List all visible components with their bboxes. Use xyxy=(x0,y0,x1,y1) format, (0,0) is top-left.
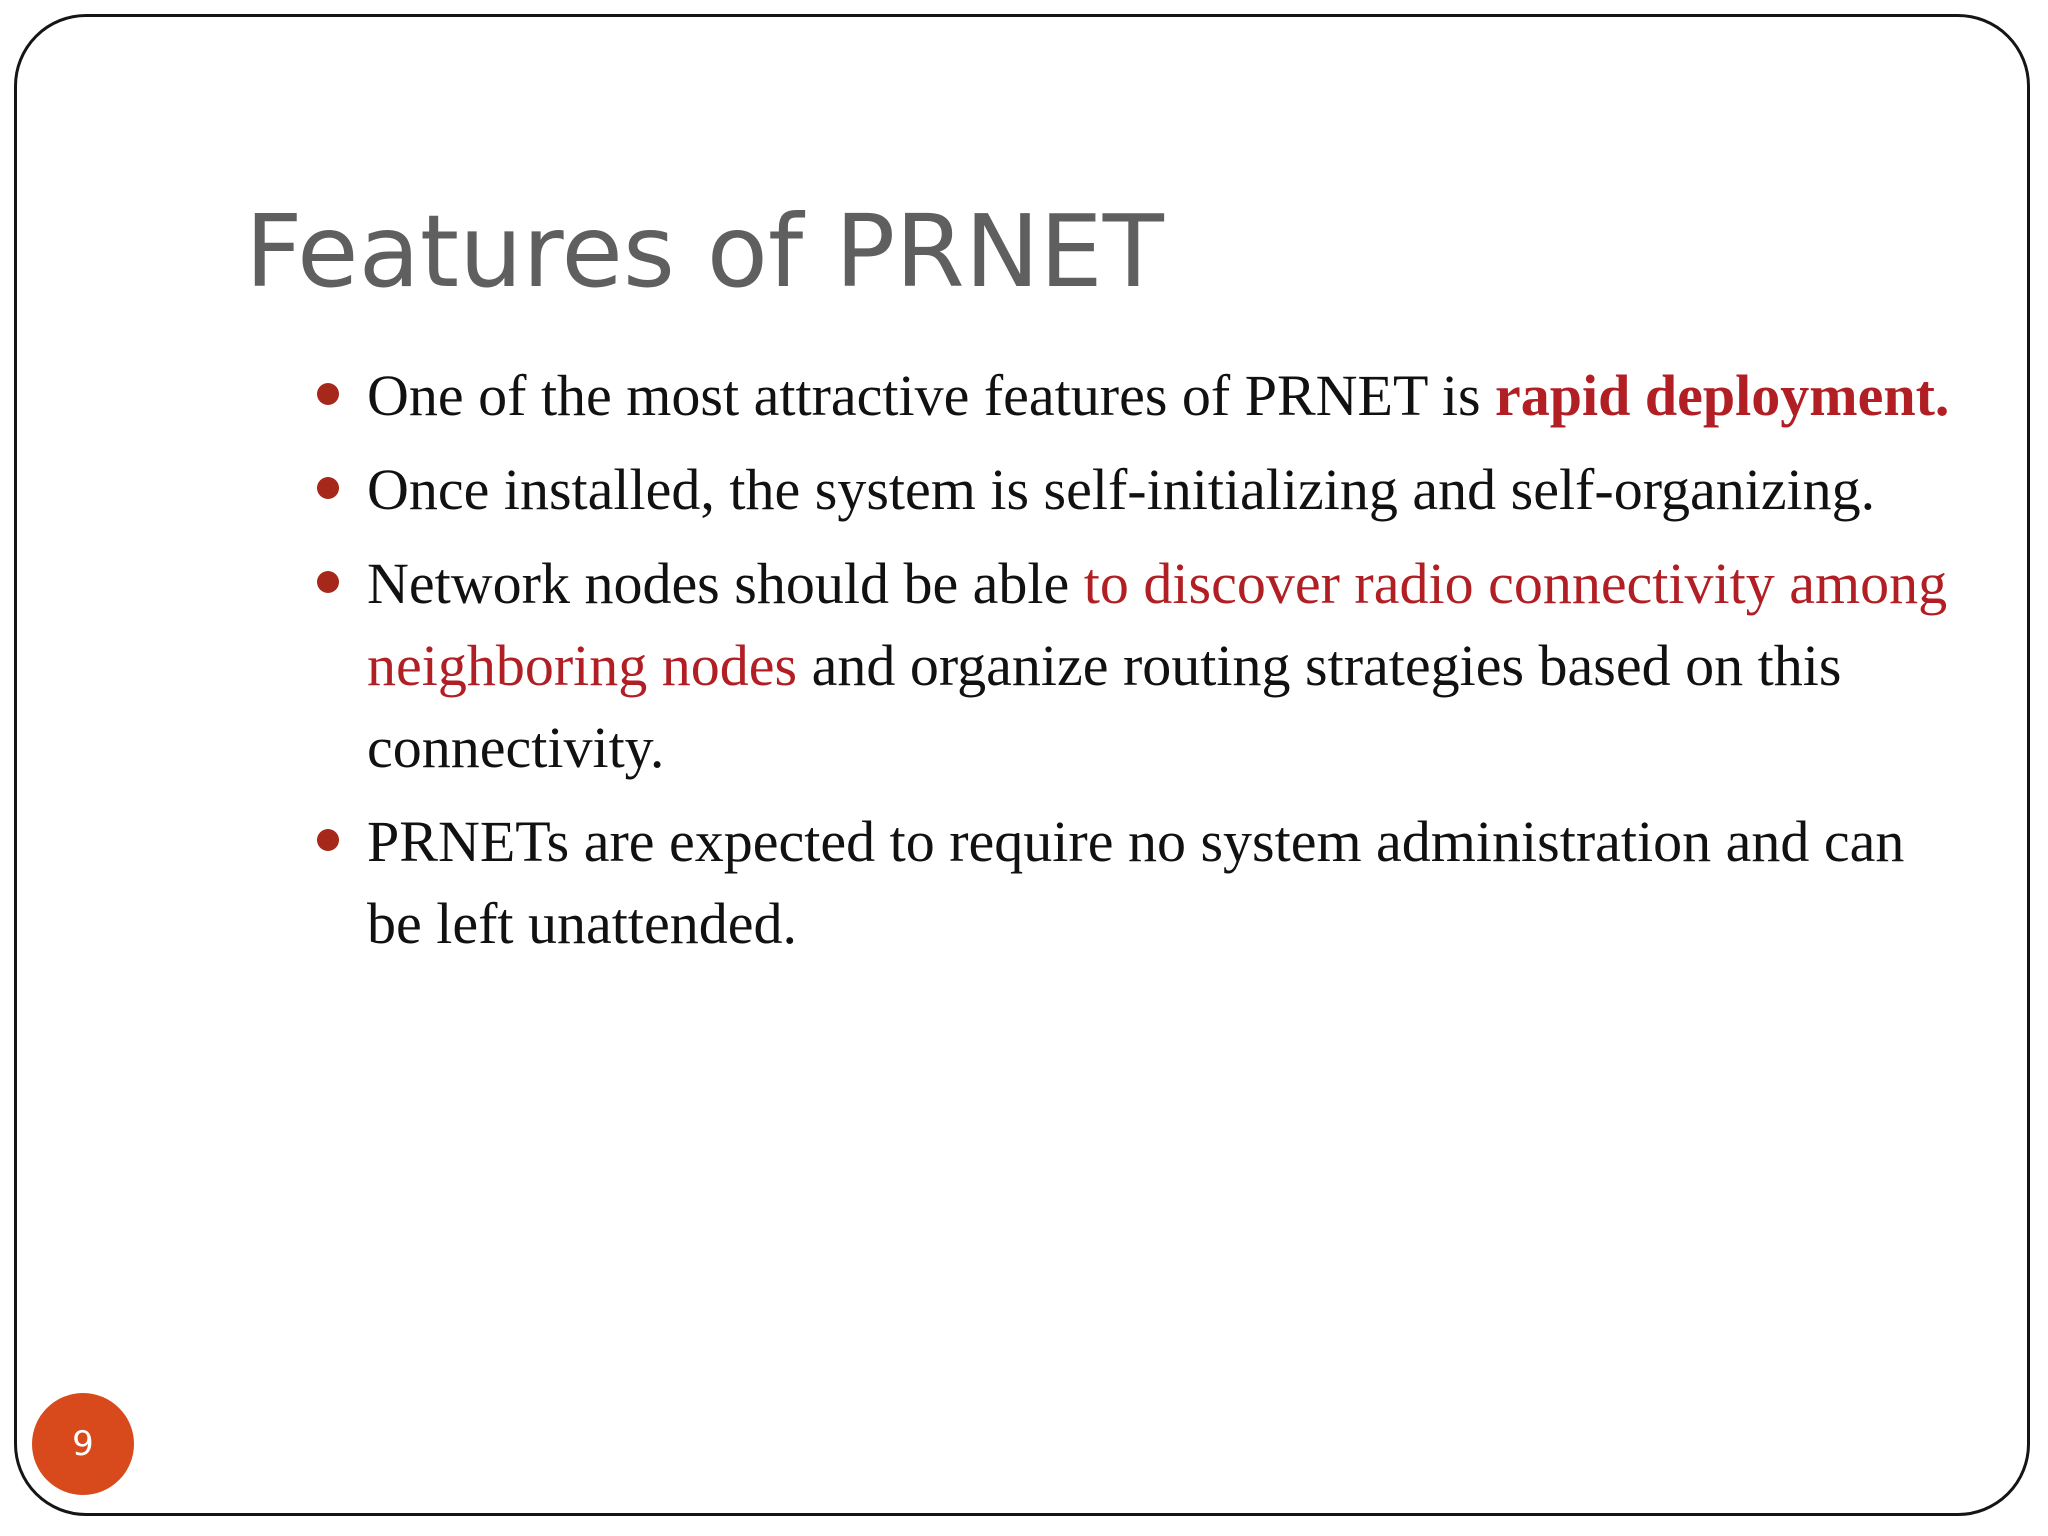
page-number-badge: 9 xyxy=(32,1393,134,1495)
bullet-dot-icon xyxy=(317,477,339,499)
bullet-text: One of the most attractive features of PRNET is xyxy=(367,363,1496,428)
slide-title: Features of PRNET xyxy=(245,193,1164,310)
bullet-item-self-organizing xyxy=(313,449,1953,531)
bullet-dot-icon xyxy=(317,383,339,405)
bullet-dot-icon xyxy=(317,571,339,593)
bullet-text: Network nodes should be able xyxy=(367,551,1084,616)
bullet-text-after: and organize routing strategies based on this connectivity. xyxy=(367,633,1842,780)
slide-frame xyxy=(14,14,2030,1516)
bullet-item-unattended xyxy=(313,801,1953,965)
bullet-dot-icon xyxy=(317,829,339,851)
bullet-text: Once installed, the system is self-initializing and self-organizing. xyxy=(367,457,1876,522)
bullet-text: PRNETs are expected to require no system administration and can be left unattended. xyxy=(367,809,1905,956)
highlighted-phrase: to discover radio connectivity among neighboring nodes xyxy=(367,551,1948,698)
bullet-item-connectivity xyxy=(313,543,1953,789)
highlighted-phrase: rapid deployment. xyxy=(1495,363,1950,428)
bullet-list xyxy=(313,355,1953,977)
bullet-item-rapid-deployment xyxy=(313,355,1953,437)
